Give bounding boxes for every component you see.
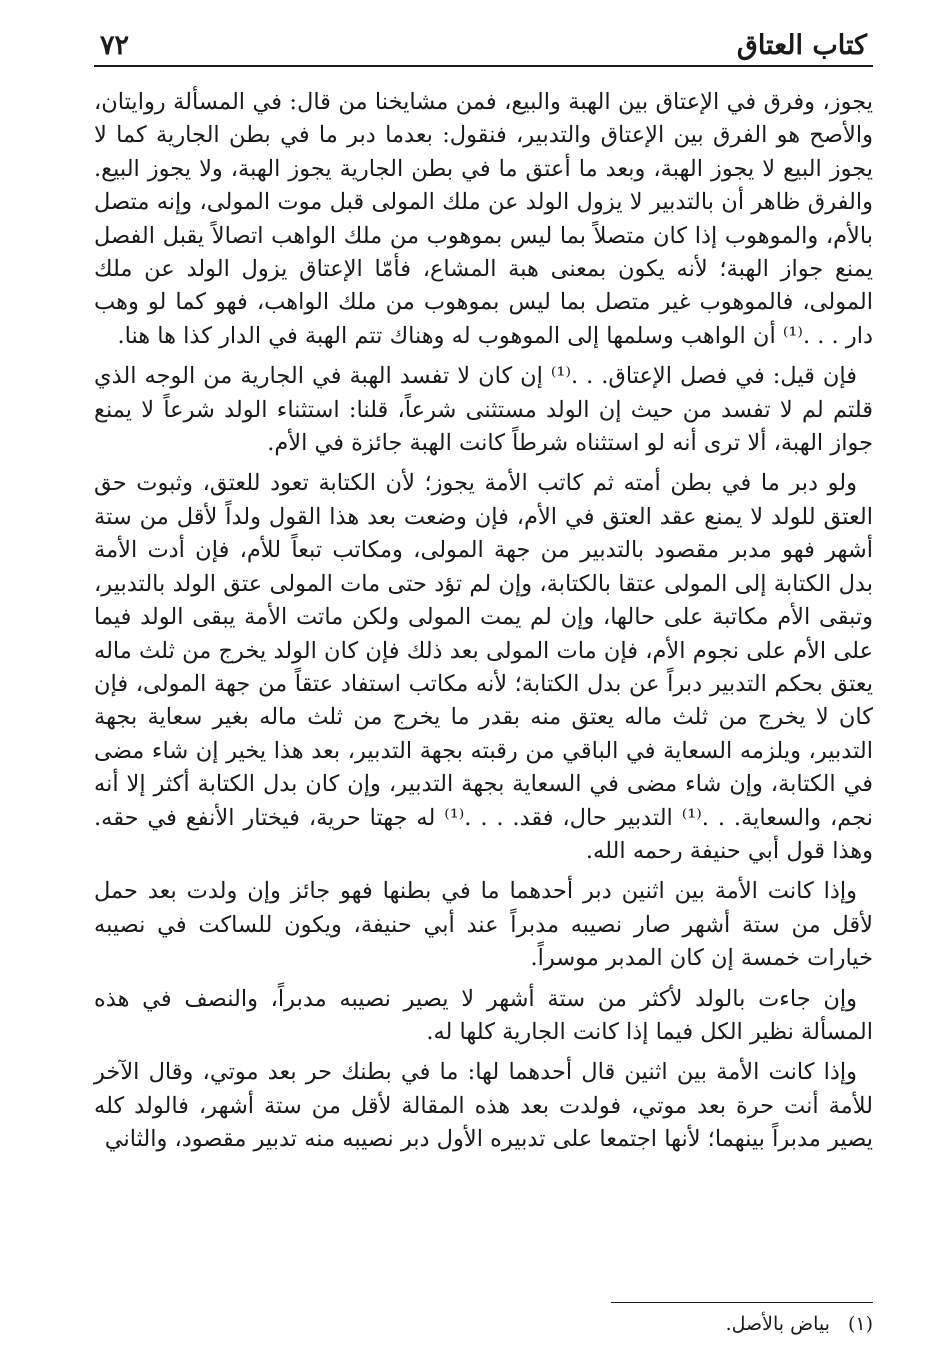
main-text — [94, 86, 873, 1164]
footnote-divider — [611, 1302, 873, 1303]
paragraph: وإن جاءت بالولد لأكثر من ستة أشهر لا يصير نصيبه مدبراً، والنصف في هذه المسألة نظير الكل فيما إذا كانت الجارية كلها له. — [94, 985, 873, 1045]
book-title: كتاب العتاق — [736, 30, 867, 61]
page-number: ٧٢ — [100, 30, 130, 61]
header-divider — [94, 65, 873, 67]
paragraph: ولو دبر ما في بطن أمته ثم كاتب الأمة يجوز؛ لأن الكتابة تعود للعتق، وثبوت حق العتق للولد لا يمنع عقد العتق في الأم، فإن وضعت بعد هذا القول ولداً لأقل من ستة أشهر فهو مدبر مقصود بالتدبير من جهة المولى، ومكاتب تبعاً للأم، فإن أدت الأمة بدل الكتابة إلى المولى عتقا بالكتابة، وإن لم تؤد حتى مات المولى عتق الولد بالتدبير، وتبقى الأم مكاتبة على حالها، وإن لم يمت المولى ولكن ماتت الأمة يبقى الولد فيما على الأم على نجوم الأم، فإن مات المولى بعد ذلك فإن كان الولد يخرج من ثلث ماله يعتق بحكم التدبير دبراً عن بدل الكتابة؛ لأنه مكاتب استفاد عتقاً من جهة المولى، فإن كان لا يخرج من ثلث ماله يعتق منه بقدر ما يخرج من ثلث ماله بغير سعاية بجهة التدبير، ويلزمه السعاية في الباقي من رقبته بجهة التدبير، بعد هذا يخير إن شاء مضى في الكتابة، وإن شاء مضى في السعاية بجهة التدبير، وإن كان بدل الكتابة أكثر إلا أنه نجم، والسعاية. . .⁽¹⁾ التدبير حال، فقد. . . .⁽¹⁾ له جهتا حرية، فيختار الأنفع في حقه. وهذا قول أبي حنيفة رحمه الله. — [94, 470, 873, 864]
footnote — [94, 1310, 873, 1338]
footnote-text: بياض بالأصل. — [725, 1313, 830, 1335]
paragraph: وإذا كانت الأمة بين اثنين قال أحدهما لها: ما في بطنك حر بعد موتي، وقال الآخر للأمة أنت حرة بعد موتي، فولدت بعد هذه المقالة لأقل من ستة أشهر، فالولد كله يصير مدبراً بينهما؛ لأنها اجتمعا على تدبيره الأول دبر نصيبه منه تدبير مقصود، والثاني — [94, 1059, 873, 1153]
paragraph: فإن قيل: في فصل الإعتاق. . .⁽¹⁾ إن كان لا تفسد الهبة في الجارية من الوجه الذي قلتم لم لا تفسد من حيث إن الولد مستثنى شرعاً، قلنا: استثناء الولد شرعاً لا يمنع جواز الهبة، ألا ترى أنه لو استثناه شرطاً كانت الهبة جائزة في الأم. — [94, 363, 873, 457]
page-header — [94, 24, 873, 68]
footnote-marker: (١) — [847, 1313, 873, 1335]
paragraph: يجوز، وفرق في الإعتاق بين الهبة والبيع، فمن مشايخنا من قال: في المسألة روايتان، والأصح هو الفرق بين الإعتاق والتدبير، فنقول: بعدما دبر ما في بطن الجارية كما لا يجوز البيع لا يجوز الهبة، وبعد ما أعتق ما في بطن الجارية يجوز الهبة، ولا يجوز البيع. والفرق ظاهر أن بالتدبير لا يزول الولد عن ملك المولى قبل موت المولى، وإنه متصل بالأم، والموهوب إذا كان متصلاً بما ليس بموهوب من ملك الواهب اتصالاً يقبل الفصل يمنع جواز الهبة؛ لأنه يكون بمعنى هبة المشاع، فأمّا الإعتاق يزول الولد عن ملك المولى، فالموهوب غير متصل بما ليس بموهوب من ملك الواهب، فهو كما لو وهب دار . . .⁽¹⁾ أن الواهب وسلمها إلى الموهوب له وهناك تتم الهبة في الدار كذا ها هنا. — [94, 89, 873, 349]
paragraph: وإذا كانت الأمة بين اثنين دبر أحدهما ما في بطنها فهو جائز وإن ولدت بعد حمل لأقل من ستة أشهر صار نصيبه مدبراً عند أبي حنيفة، ويكون للساكت في نصيبه خيارات خمسة إن كان المدبر موسراً. — [94, 878, 873, 972]
